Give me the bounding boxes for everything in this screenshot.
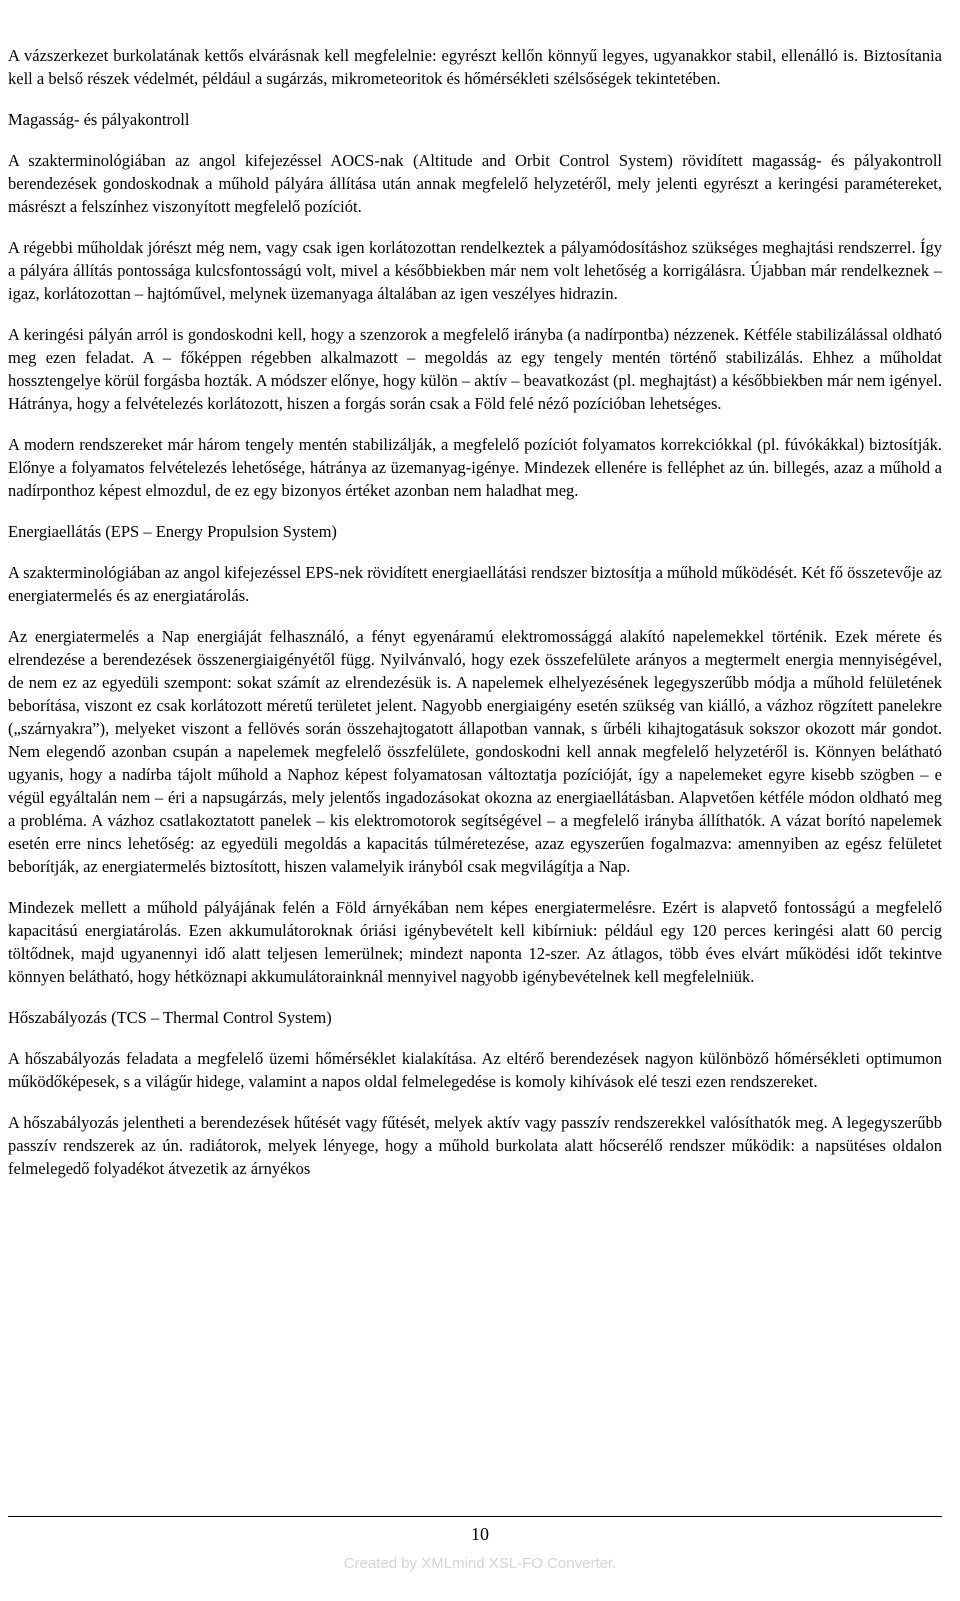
section-heading-altitude-orbit-control: Magasság- és pályakontroll bbox=[8, 110, 190, 129]
section-heading-thermal-control: Hőszabályozás (TCS – Thermal Control System) bbox=[8, 1008, 332, 1027]
page-number: 10 bbox=[471, 1524, 489, 1544]
body-paragraph-8: Mindezek mellett a műhold pályájának felén a Föld árnyékában nem képes energiatermelésre. Ezért is alapvető fontosságú a megfelelő kapacitású energiatárolás. Ezen akkumulátoroknak óriási igénybevételt kell kibírniuk: például egy 120 perces keringési alatt 60 percig töltődnek, majd ugyanennyi idő alatt teljesen lemerülnek; mindezt naponta 12-szer. Az átlagos, több éves elvárt működési időt tekintve könnyen belátható, hogy hétköznapi akkumulátorainknál mennyivel nagyobb igénybevételnek kell megfelelniük. bbox=[8, 898, 942, 986]
body-paragraph-3: A régebbi műholdak jórészt még nem, vagy csak igen korlátozottan rendelkeztek a pályamódosításhoz szükséges meghajtási rendszerrel. Így a pályára állítás pontossága kulcsfontosságú volt, mivel a későbbiekben már nem volt lehetőség a korrigálásra. Újabban már rendelkeznek – igaz, korlátozottan – hajtóművel, melynek üzemanyaga általában az igen veszélyes hidrazin. bbox=[8, 238, 942, 303]
section-heading-energy-supply: Energiaellátás (EPS – Energy Propulsion System) bbox=[8, 522, 337, 541]
body-paragraph-4: A keringési pályán arról is gondoskodni kell, hogy a szenzorok a megfelelő irányba (a nadírpontba) nézzenek. Kétféle stabilizálással oldható meg ezen feladat. A – főképpen régebben alkalmazott – megoldás az egy tengely mentén történő stabilizálás. Ehhez a műholdat hossztengelye körül forgásba hozták. A módszer előnye, hogy külön – aktív – beavatkozást (pl. meghajtást) a későbbiekben már nem igényel. Hátránya, hogy a felvételezés korlátozott, hiszen a forgás során csak a Föld felé néző pozícióban lehetséges. bbox=[8, 325, 942, 413]
body-paragraph-1: A vázszerkezet burkolatának kettős elvárásnak kell megfelelnie: egyrészt kellőn könnyű legyes, ugyanakkor stabil, ellenálló is. Biztosítania kell a belső részek védelmét, például a sugárzás, mikrometeoritok és hőmérsékleti szélsőségek tekintetében. bbox=[8, 46, 942, 88]
body-paragraph-10: A hőszabályozás jelentheti a berendezések hűtését vagy fűtését, melyek aktív vagy passzív rendszerekkel valósíthatók meg. A legegyszerűbb passzív rendszerek az ún. radiátorok, melyek lényege, hogy a műhold burkolata alatt hőcserélő rendszer működik: a napsütéses oldalon felmelegedő folyadékot átvezetik az árnyékos bbox=[8, 1113, 942, 1178]
converter-watermark: Created by XMLmind XSL-FO Converter. bbox=[343, 1555, 617, 1572]
page-body bbox=[8, 44, 942, 1198]
footer-divider bbox=[8, 1516, 942, 1517]
body-paragraph-7: Az energiatermelés a Nap energiáját felhasználó, a fényt egyenáramú elektromossággá alakító napelemekkel történik. Ezek mérete és elrendezése a berendezések összenergiaigényétől függ. Nyilvánvaló, hogy ezek összefelülete arányos a megtermelt energia mennyiségével, de nem ez az egyedüli szempont: sokat számít az elrendezésük is. A napelemek elhelyezésének legegyszerűbb módja a műhold felületének beborítása, viszont ez csak korlátozott méretű területet jelent. Nagyobb energiaigény esetén szükség van kiálló, a vázhoz rögzített panelekre („szárnyakra”), melyeket viszont a fellövés során összehajtogatott állapotban vannak, s űrbéli kihajtogatásuk sokszor okozott már gondot. Nem elegendő azonban csupán a napelemek megfelelő összfelülete, gondoskodni kell annak megfelelő helyzetéről is. Könnyen belátható ugyanis, hogy a nadírba tájolt műhold a Naphoz képest folyamatosan változtatja pozícióját, így a napelemeket egyre kisebb szögben – e végül egyáltalán nem – éri a napsugárzás, mely jelentős ingadozásokat okozna az energiaellátásban. Alapvetően kétféle módon oldható meg a probléma. A vázhoz csatlakoztatott panelek – kis elektromotorok segítségével – a megfelelő irányba állíthatók. A vázat borító napelemek esetén erre nincs lehetőség: az egyedüli megoldás a kapacitás túlméretezése, azaz egyszerűen fogalmazva: amennyiben az egész felületet beborítják, az energiatermelés biztosított, hiszen valamelyik irányból csak megvilágítja a Nap. bbox=[8, 627, 942, 876]
body-paragraph-6: A szakterminológiában az angol kifejezéssel EPS-nek rövidített energiaellátási rendszer biztosítja a műhold működését. Két fő összetevője az energiatermelés és az energiatárolás. bbox=[8, 563, 942, 605]
body-paragraph-5: A modern rendszereket már három tengely mentén stabilizálják, a megfelelő pozíciót folyamatos korrekciókkal (pl. fúvókákkal) biztosítják. Előnye a folyamatos felvételezés lehetősége, hátránya az üzemanyag-igénye. Mindezek ellenére is felléphet az ún. billegés, azaz a műhold a nadírponthoz képest elmozdul, de ez egy bizonyos értéket azonban nem haladhat meg. bbox=[8, 435, 942, 500]
body-paragraph-2: A szakterminológiában az angol kifejezéssel AOCS-nak (Altitude and Orbit Control System) rövidített magasság- és pályakontroll berendezések gondoskodnak a műhold pályára állítása után annak megfelelő helyzetéről, mely jelenti egyrészt a keringési paramétereket, másrészt a felszínhez viszonyított megfelelő pozíciót. bbox=[8, 151, 942, 216]
body-paragraph-9: A hőszabályozás feladata a megfelelő üzemi hőmérséklet kialakítása. Az eltérő berendezések nagyon különböző hőmérsékleti optimumon működőképesek, s a világűr hidege, valamint a napos oldal felmelegedése is komoly kihívások elé teszi ezen rendszereket. bbox=[8, 1049, 942, 1091]
